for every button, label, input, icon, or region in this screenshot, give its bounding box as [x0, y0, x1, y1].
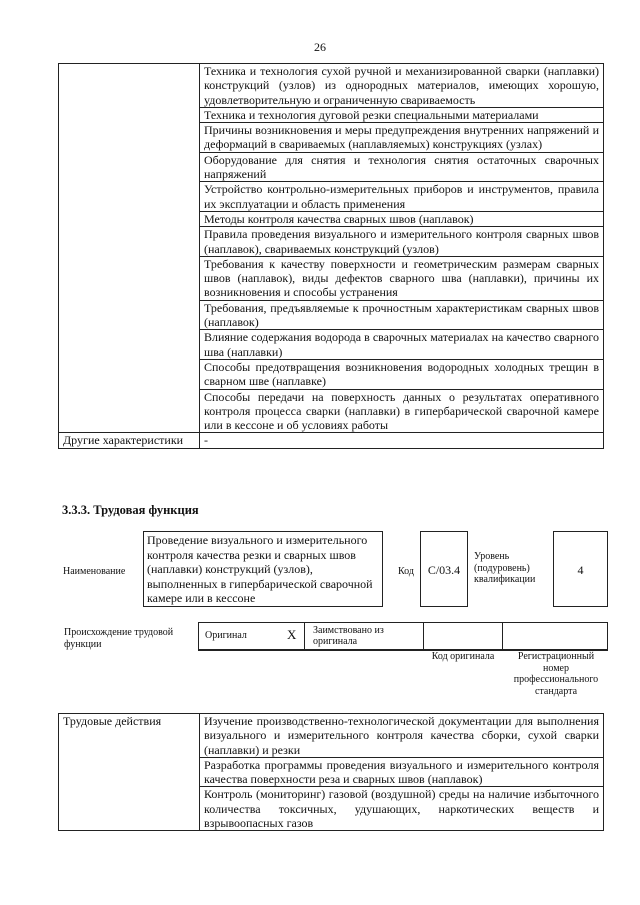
- function-code: C/03.4: [420, 531, 468, 607]
- origin-label: Происхождение трудовой функции: [64, 627, 174, 650]
- knowledge-item: Способы передачи на поверхность данных о результатах оперативного контроля процесса сварки (наплавки) в гипербарической сварочной камере или в кессоне и об условиях работы: [200, 389, 604, 433]
- original-label: Оригинал: [205, 630, 247, 641]
- origin-code-box: [423, 622, 503, 650]
- knowledge-item: Требования к качеству поверхности и геометрическим размерам сварных швов (наплавок), виды дефектов сварного шва (наплавки), причины их возникновения и способы устранения: [200, 256, 604, 300]
- actions-table: [58, 713, 604, 831]
- actions-label: Трудовые действия: [59, 714, 200, 831]
- knowledge-label-cell: [59, 64, 200, 433]
- other-characteristics-value: -: [200, 433, 604, 448]
- knowledge-item: Методы контроля качества сварных швов (наплавок): [200, 211, 604, 226]
- action-item: Изучение производственно-технологической документации для выполнения визуального и измерительного контроля качества сборки, сухой сварки (наплавки) и резки: [200, 714, 604, 758]
- code-original-caption: Код оригинала: [431, 651, 495, 662]
- function-name: Проведение визуального и измерительного контроля качества резки и сварных швов (наплавки) конструкций (узлов), выполненных в гипербарической сварочной камере или в кессоне: [143, 531, 383, 607]
- original-box: [198, 622, 305, 650]
- knowledge-item: Причины возникновения и меры предупреждения внутренних напряжений и деформаций в свариваемых (наплавляемых) конструкциях (узлах): [200, 123, 604, 153]
- borrowed-box: [304, 622, 424, 650]
- name-label: Наименование: [63, 566, 126, 577]
- knowledge-item: Устройство контрольно-измерительных приборов и инструментов, правила их эксплуатации и область применения: [200, 182, 604, 212]
- knowledge-item: Техника и технология сухой ручной и механизированной сварки (наплавки) конструкций (узлов) из однородных материалов, имеющих хорошую, удовлетворительную и ограниченную свариваемость: [200, 64, 604, 108]
- knowledge-item: Требования, предъявляемые к прочностным характеристикам сварных швов (наплавок): [200, 300, 604, 330]
- knowledge-item: Техника и технология дуговой резки специальными материалами: [200, 107, 604, 122]
- action-item: Разработка программы проведения визуального и измерительного контроля качества поверхности реза и сварных швов (наплавок): [200, 757, 604, 787]
- level-label: Уровень (подуровень) квалификации: [474, 551, 536, 585]
- action-item: Контроль (мониторинг) газовой (воздушной) среды на наличие избыточного количества токсичных, удушающих, наркотических веществ и взрывоопасных газов: [200, 787, 604, 831]
- origin-reg-box: [502, 622, 608, 650]
- knowledge-item: Влияние содержания водорода в сварочных материалах на качество сварного шва (наплавки): [200, 330, 604, 360]
- borrowed-label: Заимствовано из оригинала: [313, 625, 384, 647]
- other-characteristics-label: Другие характеристики: [59, 433, 200, 448]
- knowledge-table: [58, 63, 604, 449]
- original-mark: X: [287, 627, 297, 642]
- knowledge-item: Оборудование для снятия и технология снятия остаточных сварочных напряжений: [200, 152, 604, 182]
- knowledge-item: Способы предотвращения возникновения водородных холодных трещин в сварном шве (наплавке): [200, 359, 604, 389]
- knowledge-item: Правила проведения визуального и измерительного контроля сварных швов (наплавок), свариваемых конструкций (узлов): [200, 227, 604, 257]
- section-heading: 3.3.3. Трудовая функция: [62, 503, 199, 517]
- level-value: 4: [553, 531, 608, 607]
- page-number: 26: [314, 40, 326, 54]
- reg-number-caption: Регистрационный номер профессионального стандарта: [513, 651, 599, 697]
- code-label: Код: [398, 566, 414, 577]
